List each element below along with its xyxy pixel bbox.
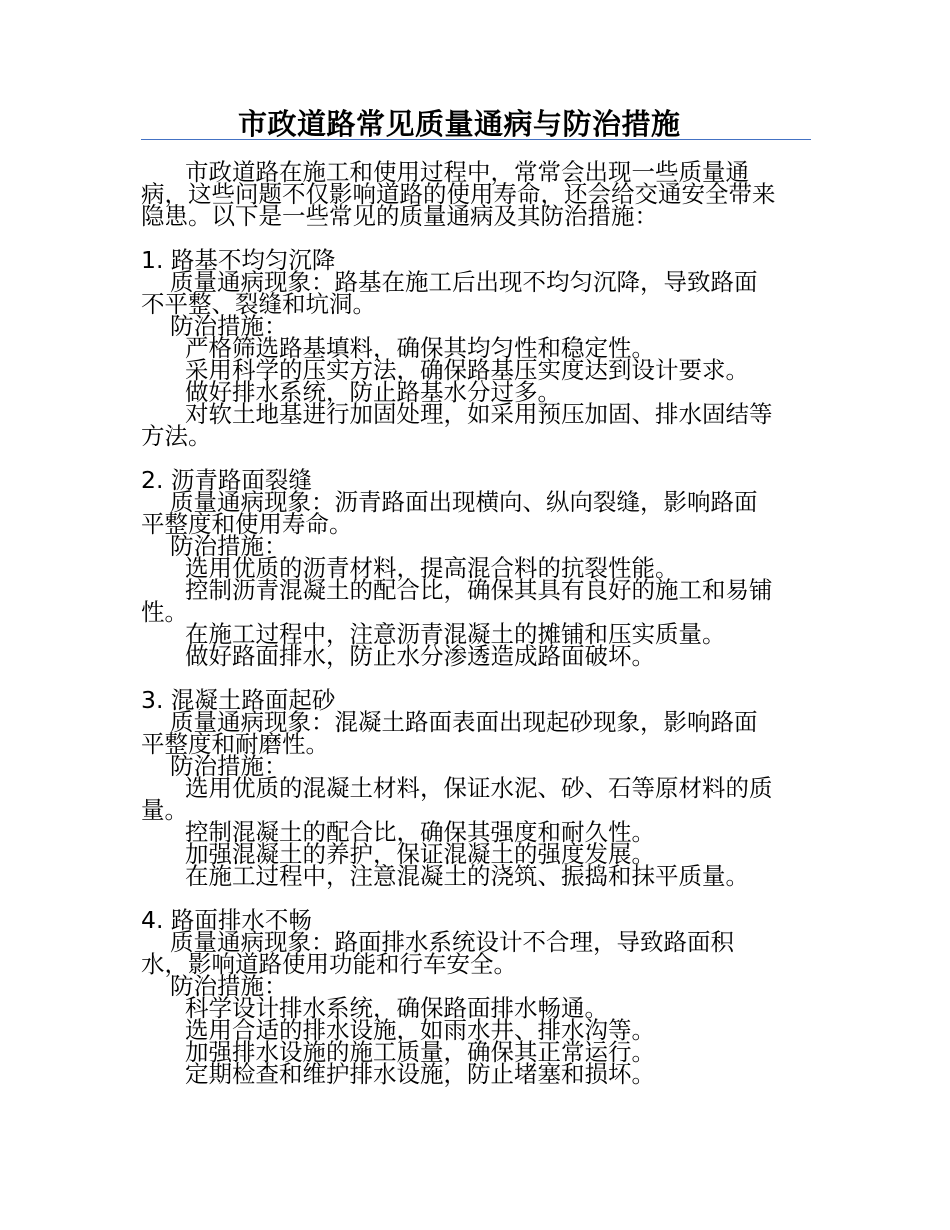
measure-item: 采用科学的压实方法，确保路基压实度达到设计要求。 xyxy=(185,356,749,384)
page-title: 市政道路常见质量通病与防治措施 xyxy=(238,107,681,141)
intro-line: 病，这些问题不仅影响道路的使用寿命，还会给交通安全带来 xyxy=(141,180,776,208)
measure-item: 控制混凝土的配合比，确保其强度和耐久性。 xyxy=(185,818,655,846)
measure-item: 加强混凝土的养护，保证混凝土的强度发展。 xyxy=(185,840,655,868)
measure-item: 量。 xyxy=(141,796,188,824)
phenomenon-text: 不平整、裂缝和坑洞。 xyxy=(141,290,376,318)
section-heading: 3. 混凝土路面起砂 xyxy=(141,686,336,714)
intro-paragraph xyxy=(141,158,821,230)
measures-label: 防治措施： xyxy=(170,752,288,780)
measures-label: 防治措施： xyxy=(170,532,288,560)
phenomenon-text: 质量通病现象：沥青路面出现横向、纵向裂缝，影响路面 xyxy=(170,488,758,516)
measure-item: 定期检查和维护排水设施，防止堵塞和损坏。 xyxy=(185,1060,655,1088)
measure-item: 控制沥青混凝土的配合比，确保其具有良好的施工和易铺 xyxy=(185,576,773,604)
measure-item: 严格筛选路基填料，确保其均匀性和稳定性。 xyxy=(185,334,655,362)
measure-item: 做好路面排水，防止水分渗透造成路面破坏。 xyxy=(185,642,655,670)
phenomenon-text: 质量通病现象：路面排水系统设计不合理，导致路面积 xyxy=(170,928,734,956)
measures-label: 防治措施： xyxy=(170,312,288,340)
measure-item: 在施工过程中，注意沥青混凝土的摊铺和压实质量。 xyxy=(185,620,726,648)
title-underline xyxy=(141,139,811,140)
phenomenon-text: 质量通病现象：路基在施工后出现不均匀沉降，导致路面 xyxy=(170,268,758,296)
document-body xyxy=(141,158,821,1088)
measure-item: 做好排水系统，防止路基水分过多。 xyxy=(185,378,561,406)
section-heading: 1. 路基不均匀沉降 xyxy=(141,246,336,274)
measure-item: 科学设计排水系统，确保路面排水畅通。 xyxy=(185,994,608,1022)
measure-item: 性。 xyxy=(141,598,188,626)
measure-item: 方法。 xyxy=(141,422,212,450)
section-heading: 4. 路面排水不畅 xyxy=(141,906,312,934)
measures-label: 防治措施： xyxy=(170,972,288,1000)
phenomenon-text: 平整度和使用寿命。 xyxy=(141,510,353,538)
measure-item: 对软土地基进行加固处理，如采用预压加固、排水固结等 xyxy=(185,400,773,428)
intro-line: 隐患。以下是一些常见的质量通病及其防治措施： xyxy=(141,202,658,230)
measure-item: 选用优质的沥青材料，提高混合料的抗裂性能。 xyxy=(185,554,679,582)
phenomenon-text: 水，影响道路使用功能和行车安全。 xyxy=(141,950,517,978)
intro-line: 市政道路在施工和使用过程中，常常会出现一些质量通 xyxy=(185,158,749,186)
section-heading: 2. 沥青路面裂缝 xyxy=(141,466,312,494)
measure-item: 加强排水设施的施工质量，确保其正常运行。 xyxy=(185,1038,655,1066)
measure-item: 选用优质的混凝土材料，保证水泥、砂、石等原材料的质 xyxy=(185,774,773,802)
measure-item: 选用合适的排水设施，如雨水井、排水沟等。 xyxy=(185,1016,655,1044)
measure-item: 在施工过程中，注意混凝土的浇筑、振捣和抹平质量。 xyxy=(185,862,749,890)
phenomenon-text: 质量通病现象：混凝土路面表面出现起砂现象，影响路面 xyxy=(170,708,758,736)
phenomenon-text: 平整度和耐磨性。 xyxy=(141,730,329,758)
